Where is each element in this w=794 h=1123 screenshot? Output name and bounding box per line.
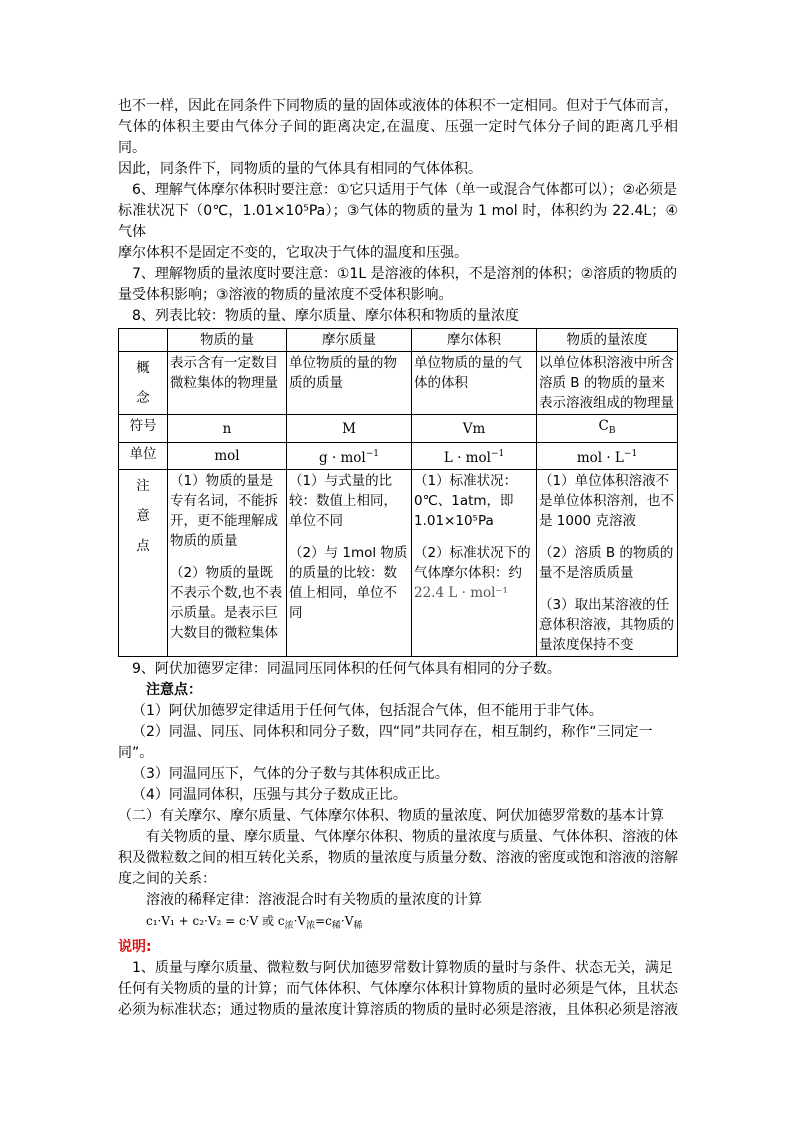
concept-label: 概 念 xyxy=(119,352,168,415)
intro-line-3: 因此，同条件下，同物质的量的气体具有相同的气体体积。 xyxy=(118,161,482,177)
dilution-law: 溶液的稀释定律：溶液混合时有关物质的量浓度的计算 xyxy=(146,892,482,908)
note-2-cont: 同”。 xyxy=(118,745,154,761)
symbol-label: 符号 xyxy=(119,415,168,443)
note-4: （4）同温同体积，压强与其分子数成正比。 xyxy=(132,787,407,803)
concept-concentration: 以单位体积溶液中所含溶质 B 的物质的量来表示溶液组成的物理量 xyxy=(537,352,678,415)
symbol-amount: n xyxy=(168,415,287,443)
item6-line-1: 6、理解气体摩尔体积时要注意：①它只适用于气体（单一或混合气体都可以）；②必须是 xyxy=(132,182,678,198)
item7-line-2: 量受体积影响；③溶液的物质的量浓度不受体积影响。 xyxy=(118,287,453,303)
unit-concentration: mol · $L^{-1}$ xyxy=(537,443,678,470)
symbol-concentration: $C_B$ xyxy=(537,415,678,443)
section-2-line-1: 有关物质的量、摩尔质量、气体摩尔体积、物质的量浓度与质量、气体体积、溶液的体 xyxy=(146,829,678,845)
header-molar-volume: 摩尔体积 xyxy=(412,329,537,352)
note-2: （2）同温、同压、同体积和同分子数，四“同”共同存在，相互制约，称作“三同定一 xyxy=(132,724,653,740)
explain-line-2: 任何有关物质的量的计算；而气体体积、气体摩尔体积计算物质的量时必须是气体，且状态 xyxy=(118,981,678,997)
symbol-molar-volume: Vm xyxy=(412,415,537,443)
unit-molar-mass: g · mol$^{-1}$ xyxy=(287,443,412,470)
table-header-row xyxy=(119,329,678,352)
unit-amount: mol xyxy=(168,443,287,470)
unit-molar-volume: L · mol$^{-1}$ xyxy=(412,443,537,470)
unit-label: 单位 xyxy=(119,443,168,470)
notes-concentration: （1）单位体积溶液不是单位体积溶剂，也不是 1000 克溶液 （2）溶质 B 的物质的量不是溶质质量 （3）取出某溶液的任意体积溶液，其物质的量浓度保持不变 xyxy=(537,470,678,657)
item6-line-3: 摩尔体积不是固定不变的，它取决于气体的温度和压强。 xyxy=(118,245,468,261)
table-row-concept xyxy=(119,352,678,415)
item9-heading: 9、阿伏加德罗定律：同温同压同体积的任何气体具有相同的分子数。 xyxy=(132,661,561,677)
symbol-molar-mass: M xyxy=(287,415,412,443)
section-2-heading: （二）有关摩尔、摩尔质量、气体摩尔体积、物质的量浓度、阿伏加德罗常数的基本计算 xyxy=(118,808,664,824)
item7-line-1: 7、理解物质的量浓度时要注意：①1L 是溶液的体积，不是溶剂的体积；②溶质的物质的 xyxy=(132,266,678,282)
table-row-symbol xyxy=(119,415,678,443)
concept-amount: 表示含有一定数目微粒集体的物理量 xyxy=(168,352,287,415)
concept-molar-volume: 单位物质的量的气体的体积 xyxy=(412,352,537,415)
table-corner-cell xyxy=(119,329,168,352)
intro-line-1: 也不一样，因此在同条件下同物质的量的固体或液体的体积不一定相同。但对于气体而言， xyxy=(118,98,678,114)
notes-molar-mass: （1）与式量的比较：数值上相同，单位不同 （2）与 1mol 物质的质量的比较：数值上相同，单位不同 xyxy=(287,470,412,657)
table-row-notes xyxy=(119,470,678,657)
section-2-line-2: 积及微粒数之间的相互转化关系，物质的量浓度与质量分数、溶液的密度或饱和溶液的溶解 xyxy=(118,850,678,866)
explain-title: 说明: xyxy=(118,939,152,955)
item6-line-2: 标准状况下（0℃，1.01×10⁵Pa）；③气体的物质的量为 1 mol 时，体积约为 22.4L；④气体 xyxy=(118,203,678,240)
notes-amount: （1）物质的量是专有名词，不能拆开，更不能理解成物质的质量 （2）物质的量既不表示个数,也不表示质量。是表示巨大数目的微粒集体 xyxy=(168,470,287,657)
header-molar-mass: 摩尔质量 xyxy=(287,329,412,352)
explain-line-3: 必须为标准状态；通过物质的量浓度计算溶质的物质的量时必须是溶液，且体积必须是溶液 xyxy=(118,1002,678,1018)
item8-heading: 8、列表比较：物质的量、摩尔质量、摩尔体积和物质的量浓度 xyxy=(132,308,519,324)
concept-molar-mass: 单位物质的量的物质的质量 xyxy=(287,352,412,415)
table-row-unit xyxy=(119,443,678,470)
comparison-table xyxy=(118,328,678,657)
explain-line-1: 1、质量与摩尔质量、微粒数与阿伏加德罗常数计算物质的量时与条件、状态无关，满足 xyxy=(132,960,673,976)
note-3: （3）同温同压下，气体的分子数与其体积成正比。 xyxy=(132,766,449,782)
intro-line-2: 气体的体积主要由气体分子间的距离决定,在温度、压强一定时气体分子间的距离几乎相同。 xyxy=(118,119,678,156)
notes-title: 注意点： xyxy=(146,682,202,698)
note-1: （1）阿伏加德罗定律适用于任何气体，包括混合气体，但不能用于非气体。 xyxy=(132,703,603,719)
dilution-formula: c₁·V₁ + c₂·V₂ = c·V 或 $c_浓\cdot V_浓=c_稀\cdot V_稀$ xyxy=(146,914,363,931)
header-amount: 物质的量 xyxy=(168,329,287,352)
document-page xyxy=(118,96,678,1021)
notes-molar-volume: （1）标准状况：0℃、1atm，即 1.01×10⁵Pa （2）标准状况下的气体摩尔体积：约 22.4 L · mol⁻¹ xyxy=(412,470,537,657)
section-2-line-3: 度之间的关系： xyxy=(118,871,216,887)
header-concentration: 物质的量浓度 xyxy=(537,329,678,352)
notes-label: 注 意 点 xyxy=(119,470,168,657)
